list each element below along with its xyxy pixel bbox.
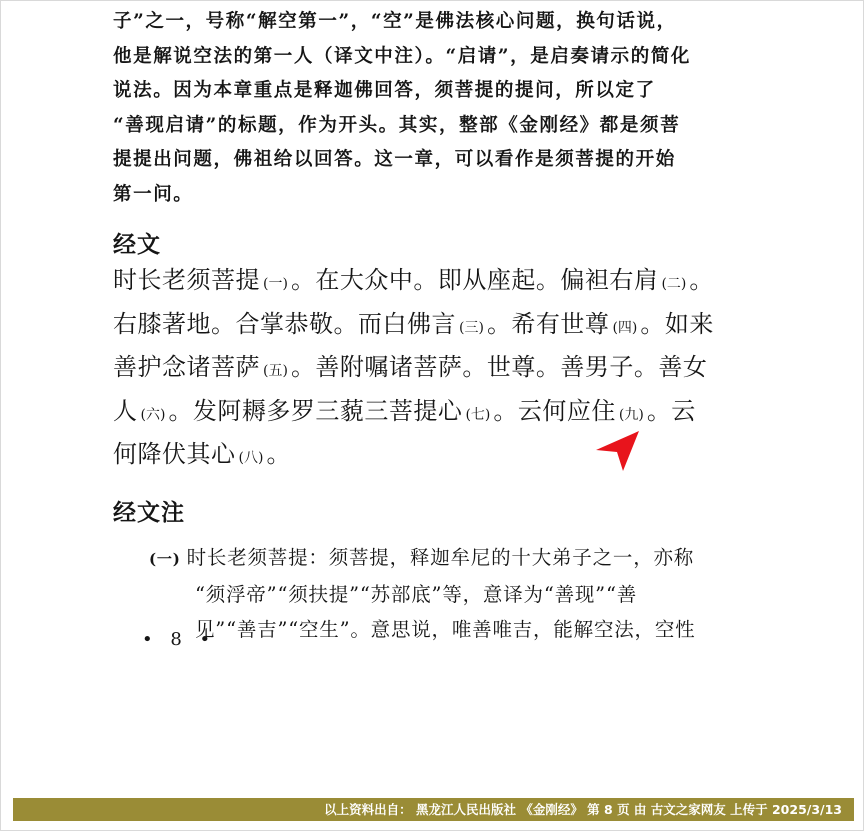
source-footer-text: 以上资料出自： 黑龙江人民出版社 《金刚经》 第 8 页 由 古文之家网友 上传于 2025/3/13 (324, 802, 842, 817)
scripture-segment: 右膝著地。合掌恭敬。而白佛言 (113, 309, 456, 338)
scripture-line (113, 392, 779, 436)
scripture-segment: 。 (266, 440, 291, 468)
scripture-line (113, 305, 779, 349)
scripture-segment: 。希有世尊 (486, 309, 610, 338)
note-marker: (七) (465, 406, 491, 423)
scripture-segment: 何降伏其心 (113, 440, 236, 468)
intro-line: 说法。因为本章重点是释迦佛回答，须菩提的提问，所以定了 (113, 80, 656, 101)
scripture-segment: 。发阿耨多罗三藐三菩提心 (168, 396, 463, 425)
note-line (113, 540, 779, 577)
intro-line: 第一问。 (113, 183, 194, 205)
note-number: (一) (149, 549, 181, 568)
cursor-shape (596, 431, 639, 471)
scripture-segment: 。云何应住 (493, 396, 616, 425)
intro-line: 他是解说空法的第一人（译文中注）。“启请”，是启奏请示的简化 (113, 45, 692, 67)
scripture-line (113, 435, 779, 479)
note-marker: (八) (238, 450, 264, 466)
intro-paragraph (113, 5, 779, 212)
scripture-line (113, 348, 779, 392)
note-marker: (三) (459, 319, 484, 336)
document-content (113, 5, 779, 647)
note-marker: (一) (263, 276, 288, 292)
scripture-segment: 善护念诸菩萨 (113, 353, 260, 381)
page-number: • 8 • (142, 629, 217, 650)
scripture-segment: 。如来 (640, 309, 714, 338)
note-line: “须浮帝”“须扶提”“苏部底”等，意译为“善现”“善 (195, 582, 638, 606)
scripture-line (113, 261, 779, 305)
notes-heading: 经文注 (113, 498, 185, 526)
source-footer (13, 798, 854, 821)
scripture-segment: 。云 (646, 396, 696, 425)
intro-line: 提提出问题，佛祖给以回答。这一章，可以看作是须菩提的开始 (113, 149, 676, 170)
scripture-segment: 。 (689, 266, 714, 294)
red-arrow-cursor-icon (593, 429, 641, 473)
scripture-segment: 。在大众中。即从座起。偏袒右肩 (290, 266, 659, 294)
intro-line: 子”之一，号称“解空第一”，“空”是佛法核心问题，换句话说， (113, 11, 677, 32)
scripture-heading: 经文 (113, 231, 161, 258)
note-marker: (六) (140, 406, 166, 423)
scripture-segment: 时长老须菩提 (113, 266, 260, 294)
note-marker: (四) (612, 319, 638, 336)
note-text: 时长老须菩提：须菩提，释迦牟尼的十大弟子之一，亦称 (186, 545, 695, 569)
scripture-segment: 人 (113, 396, 138, 425)
note-marker: (九) (618, 406, 644, 423)
note-marker: (五) (263, 363, 288, 379)
note-line: 见”“善吉”“空生”。意思说，唯善唯吉，能解空法，空性 (195, 617, 696, 641)
note-marker: (二) (661, 276, 687, 292)
scripture-text (113, 261, 779, 479)
intro-line: “善现启请”的标题，作为开头。其实，整部《金刚经》都是须菩 (113, 114, 681, 136)
scripture-segment: 。善附嘱诸菩萨。世尊。善男子。善女 (290, 353, 708, 381)
